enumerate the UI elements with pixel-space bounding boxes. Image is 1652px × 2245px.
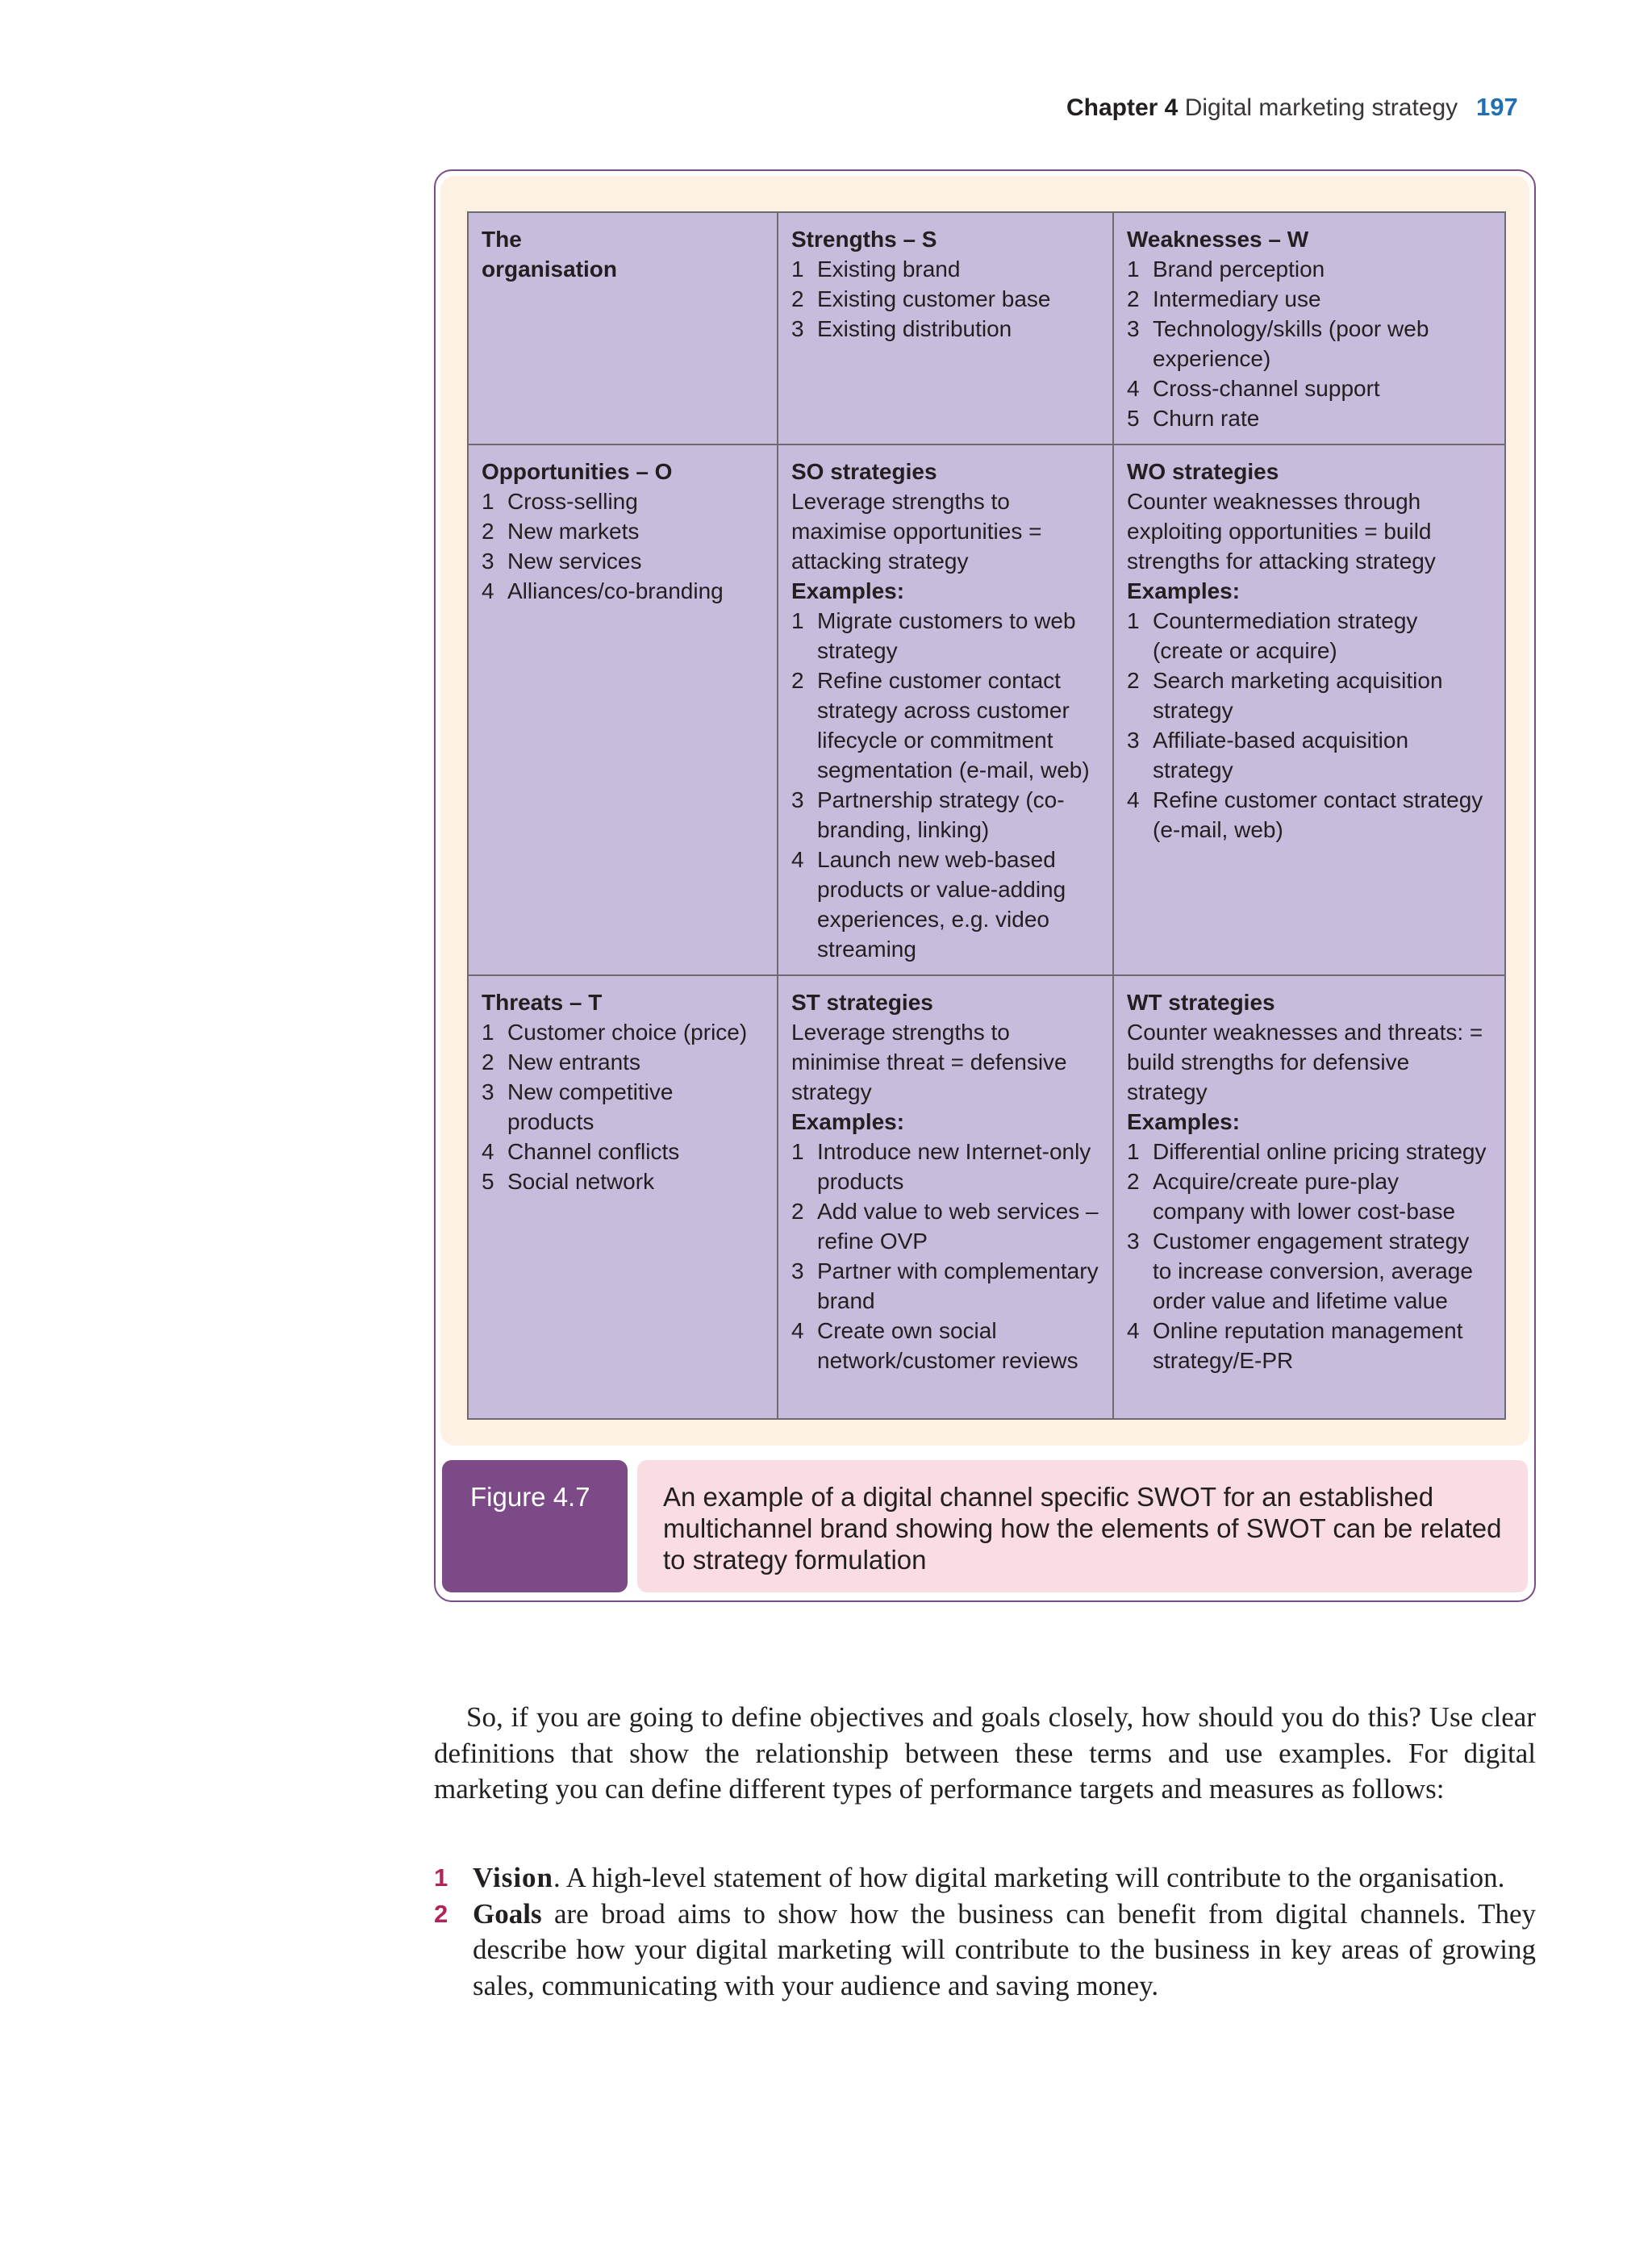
- cell-wt-strategies: [1113, 975, 1505, 1419]
- item-text: Churn rate: [1153, 406, 1260, 431]
- list-item: [791, 785, 1101, 845]
- item-text: Countermediation strategy (create or acquire): [1153, 608, 1418, 663]
- item-number: 2: [1127, 1169, 1140, 1194]
- item-text: Refine customer contact strategy across customer lifecycle or commitment segmentation (e-mail, web): [817, 668, 1090, 782]
- item-text: Cross-selling: [507, 489, 638, 514]
- item-text: Acquire/create pure-play company with lower cost-base: [1153, 1169, 1456, 1224]
- item-text: Differential online pricing strategy: [1153, 1139, 1487, 1164]
- list-number: 2: [434, 1899, 448, 1928]
- body-paragraph: So, if you are going to define objectives and goals closely, how should you do this? Use clear definitions that show the relationship between these terms and use examples. For digital marketing you can define different types of performance targets and measures as follows:: [434, 1701, 1536, 1805]
- page-number: 197: [1476, 93, 1518, 121]
- list-number: 1: [434, 1863, 448, 1892]
- weaknesses-list: [1127, 254, 1493, 433]
- figure-caption: An example of a digital channel specific SWOT for an established multichannel brand showing how the elements of SWOT can be related to strategy formulation: [637, 1460, 1528, 1592]
- list-item: [1127, 254, 1493, 284]
- list-item: [1127, 1226, 1493, 1316]
- list-item: [791, 845, 1101, 964]
- threats-list: [482, 1017, 766, 1196]
- list-item: [482, 1137, 766, 1166]
- list-item: [1127, 785, 1493, 845]
- list-item: [482, 1017, 766, 1047]
- item-text: Refine customer contact strategy (e-mail, web): [1153, 787, 1483, 842]
- wt-examples-label: Examples:: [1127, 1109, 1241, 1134]
- list-item: [791, 284, 1101, 314]
- item-text: Technology/skills (poor web experience): [1153, 316, 1429, 371]
- item-number: 3: [791, 316, 804, 341]
- item-text: Introduce new Internet-only products: [817, 1139, 1091, 1194]
- item-number: 5: [482, 1169, 494, 1194]
- item-number: 1: [482, 489, 494, 514]
- wt-list: [1127, 1137, 1493, 1375]
- item-number: 2: [1127, 286, 1140, 311]
- list-item: [1127, 284, 1493, 314]
- item-number: 4: [1127, 787, 1140, 812]
- threats-heading: Threats – T: [482, 990, 603, 1015]
- cell-weaknesses: [1113, 212, 1505, 444]
- item-text: Intermediary use: [1153, 286, 1321, 311]
- list-text: . A high-level statement of how digital marketing will contribute to the organisation.: [553, 1862, 1505, 1893]
- list-item: [791, 1196, 1101, 1256]
- list-item: [1127, 725, 1493, 785]
- item-number: 4: [791, 1318, 804, 1343]
- list-item: [482, 1077, 766, 1137]
- swot-row-opportunities: [468, 444, 1505, 975]
- item-number: 5: [1127, 406, 1140, 431]
- item-number: 2: [482, 519, 494, 544]
- list-item: [791, 1256, 1101, 1316]
- weaknesses-heading: Weaknesses – W: [1127, 227, 1309, 252]
- item-text: New markets: [507, 519, 640, 544]
- item-text: New competitive products: [507, 1079, 674, 1134]
- wt-text: Counter weaknesses and threats: = build strengths for defensive strategy: [1127, 1020, 1483, 1104]
- item-number: 2: [791, 1199, 804, 1224]
- figure-label: Figure 4.7: [442, 1460, 628, 1592]
- item-number: 4: [482, 1139, 494, 1164]
- list-item: [1127, 403, 1493, 433]
- wo-examples-label: Examples:: [1127, 578, 1241, 603]
- item-text: Cross-channel support: [1153, 376, 1380, 401]
- item-text: Social network: [507, 1169, 655, 1194]
- cell-st-strategies: [778, 975, 1113, 1419]
- item-text: Partnership strategy (co-branding, linking): [817, 787, 1065, 842]
- item-text: Existing brand: [817, 257, 961, 282]
- list-item: [482, 546, 766, 576]
- wt-heading: WT strategies: [1127, 990, 1275, 1015]
- wo-text: Counter weaknesses through exploiting opportunities = build strengths for attacking strategy: [1127, 489, 1436, 574]
- list-item: [1127, 1166, 1493, 1226]
- cell-strengths: [778, 212, 1113, 444]
- list-term: Vision: [473, 1862, 554, 1893]
- item-number: 1: [791, 1139, 804, 1164]
- item-text: Launch new web-based products or value-adding experiences, e.g. video streaming: [817, 847, 1066, 962]
- list-item: [482, 576, 766, 606]
- item-text: New entrants: [507, 1049, 640, 1075]
- so-heading: SO strategies: [791, 459, 937, 484]
- cell-threats: [468, 975, 778, 1419]
- list-item: [482, 1166, 766, 1196]
- item-number: 3: [1127, 728, 1140, 753]
- list-text: are broad aims to show how the business can benefit from digital channels. They describe how your digital marketing will contribute to the business in key areas of growing sales, communicating with your audience and saving money.: [473, 1897, 1536, 2001]
- st-list: [791, 1137, 1101, 1375]
- list-item: [791, 314, 1101, 344]
- item-text: Partner with complementary brand: [817, 1258, 1099, 1313]
- st-heading: ST strategies: [791, 990, 933, 1015]
- item-number: 2: [791, 668, 804, 693]
- item-number: 2: [482, 1049, 494, 1075]
- item-number: 4: [1127, 1318, 1140, 1343]
- list-item: [1127, 314, 1493, 373]
- list-item: [482, 516, 766, 546]
- cell-so-strategies: [778, 444, 1113, 975]
- st-text: Leverage strengths to minimise threat = defensive strategy: [791, 1020, 1067, 1104]
- list-item: [791, 606, 1101, 666]
- item-text: Add value to web services – refine OVP: [817, 1199, 1099, 1254]
- list-item: [791, 254, 1101, 284]
- wo-heading: WO strategies: [1127, 459, 1279, 484]
- list-item: [434, 1860, 1536, 1897]
- item-number: 3: [1127, 316, 1140, 341]
- item-number: 1: [791, 608, 804, 633]
- chapter-label: Chapter 4: [1066, 94, 1179, 121]
- st-examples-label: Examples:: [791, 1109, 905, 1134]
- list-item: [434, 1897, 1536, 2005]
- list-item: [791, 1316, 1101, 1375]
- item-text: Alliances/co-branding: [507, 578, 724, 603]
- list-item: [1127, 373, 1493, 403]
- item-text: Customer choice (price): [507, 1020, 748, 1045]
- list-item: [1127, 1137, 1493, 1166]
- item-text: New services: [507, 549, 642, 574]
- cell-opportunities: [468, 444, 778, 975]
- opportunities-list: [482, 486, 766, 606]
- item-number: 3: [482, 549, 494, 574]
- so-list: [791, 606, 1101, 964]
- item-text: Existing customer base: [817, 286, 1051, 311]
- item-number: 2: [791, 286, 804, 311]
- item-text: Search marketing acquisition strategy: [1153, 668, 1443, 723]
- item-number: 3: [482, 1079, 494, 1104]
- list-item: [791, 666, 1101, 785]
- wo-list: [1127, 606, 1493, 845]
- list-item: [482, 1047, 766, 1077]
- item-number: 1: [1127, 257, 1140, 282]
- item-number: 1: [1127, 1139, 1140, 1164]
- running-head: [1066, 94, 1458, 123]
- item-text: Brand perception: [1153, 257, 1325, 282]
- cell-wo-strategies: [1113, 444, 1505, 975]
- item-number: 4: [791, 847, 804, 872]
- list-item: [1127, 1316, 1493, 1375]
- list-item: [482, 486, 766, 516]
- list-item: [791, 1137, 1101, 1196]
- item-text: Migrate customers to web strategy: [817, 608, 1076, 663]
- list-item: [1127, 666, 1493, 725]
- swot-row-header: [468, 212, 1505, 444]
- item-text: Existing distribution: [817, 316, 1012, 341]
- strengths-heading: Strengths – S: [791, 227, 937, 252]
- organisation-heading-line2: organisation: [482, 257, 618, 282]
- item-text: Customer engagement strategy to increase conversion, average order value and lifetime value: [1153, 1229, 1473, 1313]
- opportunities-heading: Opportunities – O: [482, 459, 673, 484]
- swot-table: [467, 211, 1506, 1420]
- item-number: 2: [1127, 668, 1140, 693]
- item-number: 4: [482, 578, 494, 603]
- list-term: Goals: [473, 1897, 542, 1930]
- so-text: Leverage strengths to maximise opportunities = attacking strategy: [791, 489, 1042, 574]
- item-number: 1: [1127, 608, 1140, 633]
- so-examples-label: Examples:: [791, 578, 905, 603]
- item-number: 4: [1127, 376, 1140, 401]
- strengths-list: [791, 254, 1101, 344]
- swot-row-threats: [468, 975, 1505, 1419]
- item-number: 1: [482, 1020, 494, 1045]
- chapter-title: Digital marketing strategy: [1184, 94, 1458, 121]
- item-text: Channel conflicts: [507, 1139, 680, 1164]
- organisation-heading-line1: The: [482, 227, 522, 252]
- list-item: [1127, 606, 1493, 666]
- item-text: Create own social network/customer reviews: [817, 1318, 1078, 1373]
- objectives-list: [434, 1860, 1536, 2004]
- item-text: Online reputation management strategy/E-PR: [1153, 1318, 1463, 1373]
- item-number: 3: [791, 787, 804, 812]
- item-number: 3: [791, 1258, 804, 1283]
- item-number: 3: [1127, 1229, 1140, 1254]
- item-text: Affiliate-based acquisition strategy: [1153, 728, 1409, 782]
- cell-organisation: [468, 212, 778, 444]
- item-number: 1: [791, 257, 804, 282]
